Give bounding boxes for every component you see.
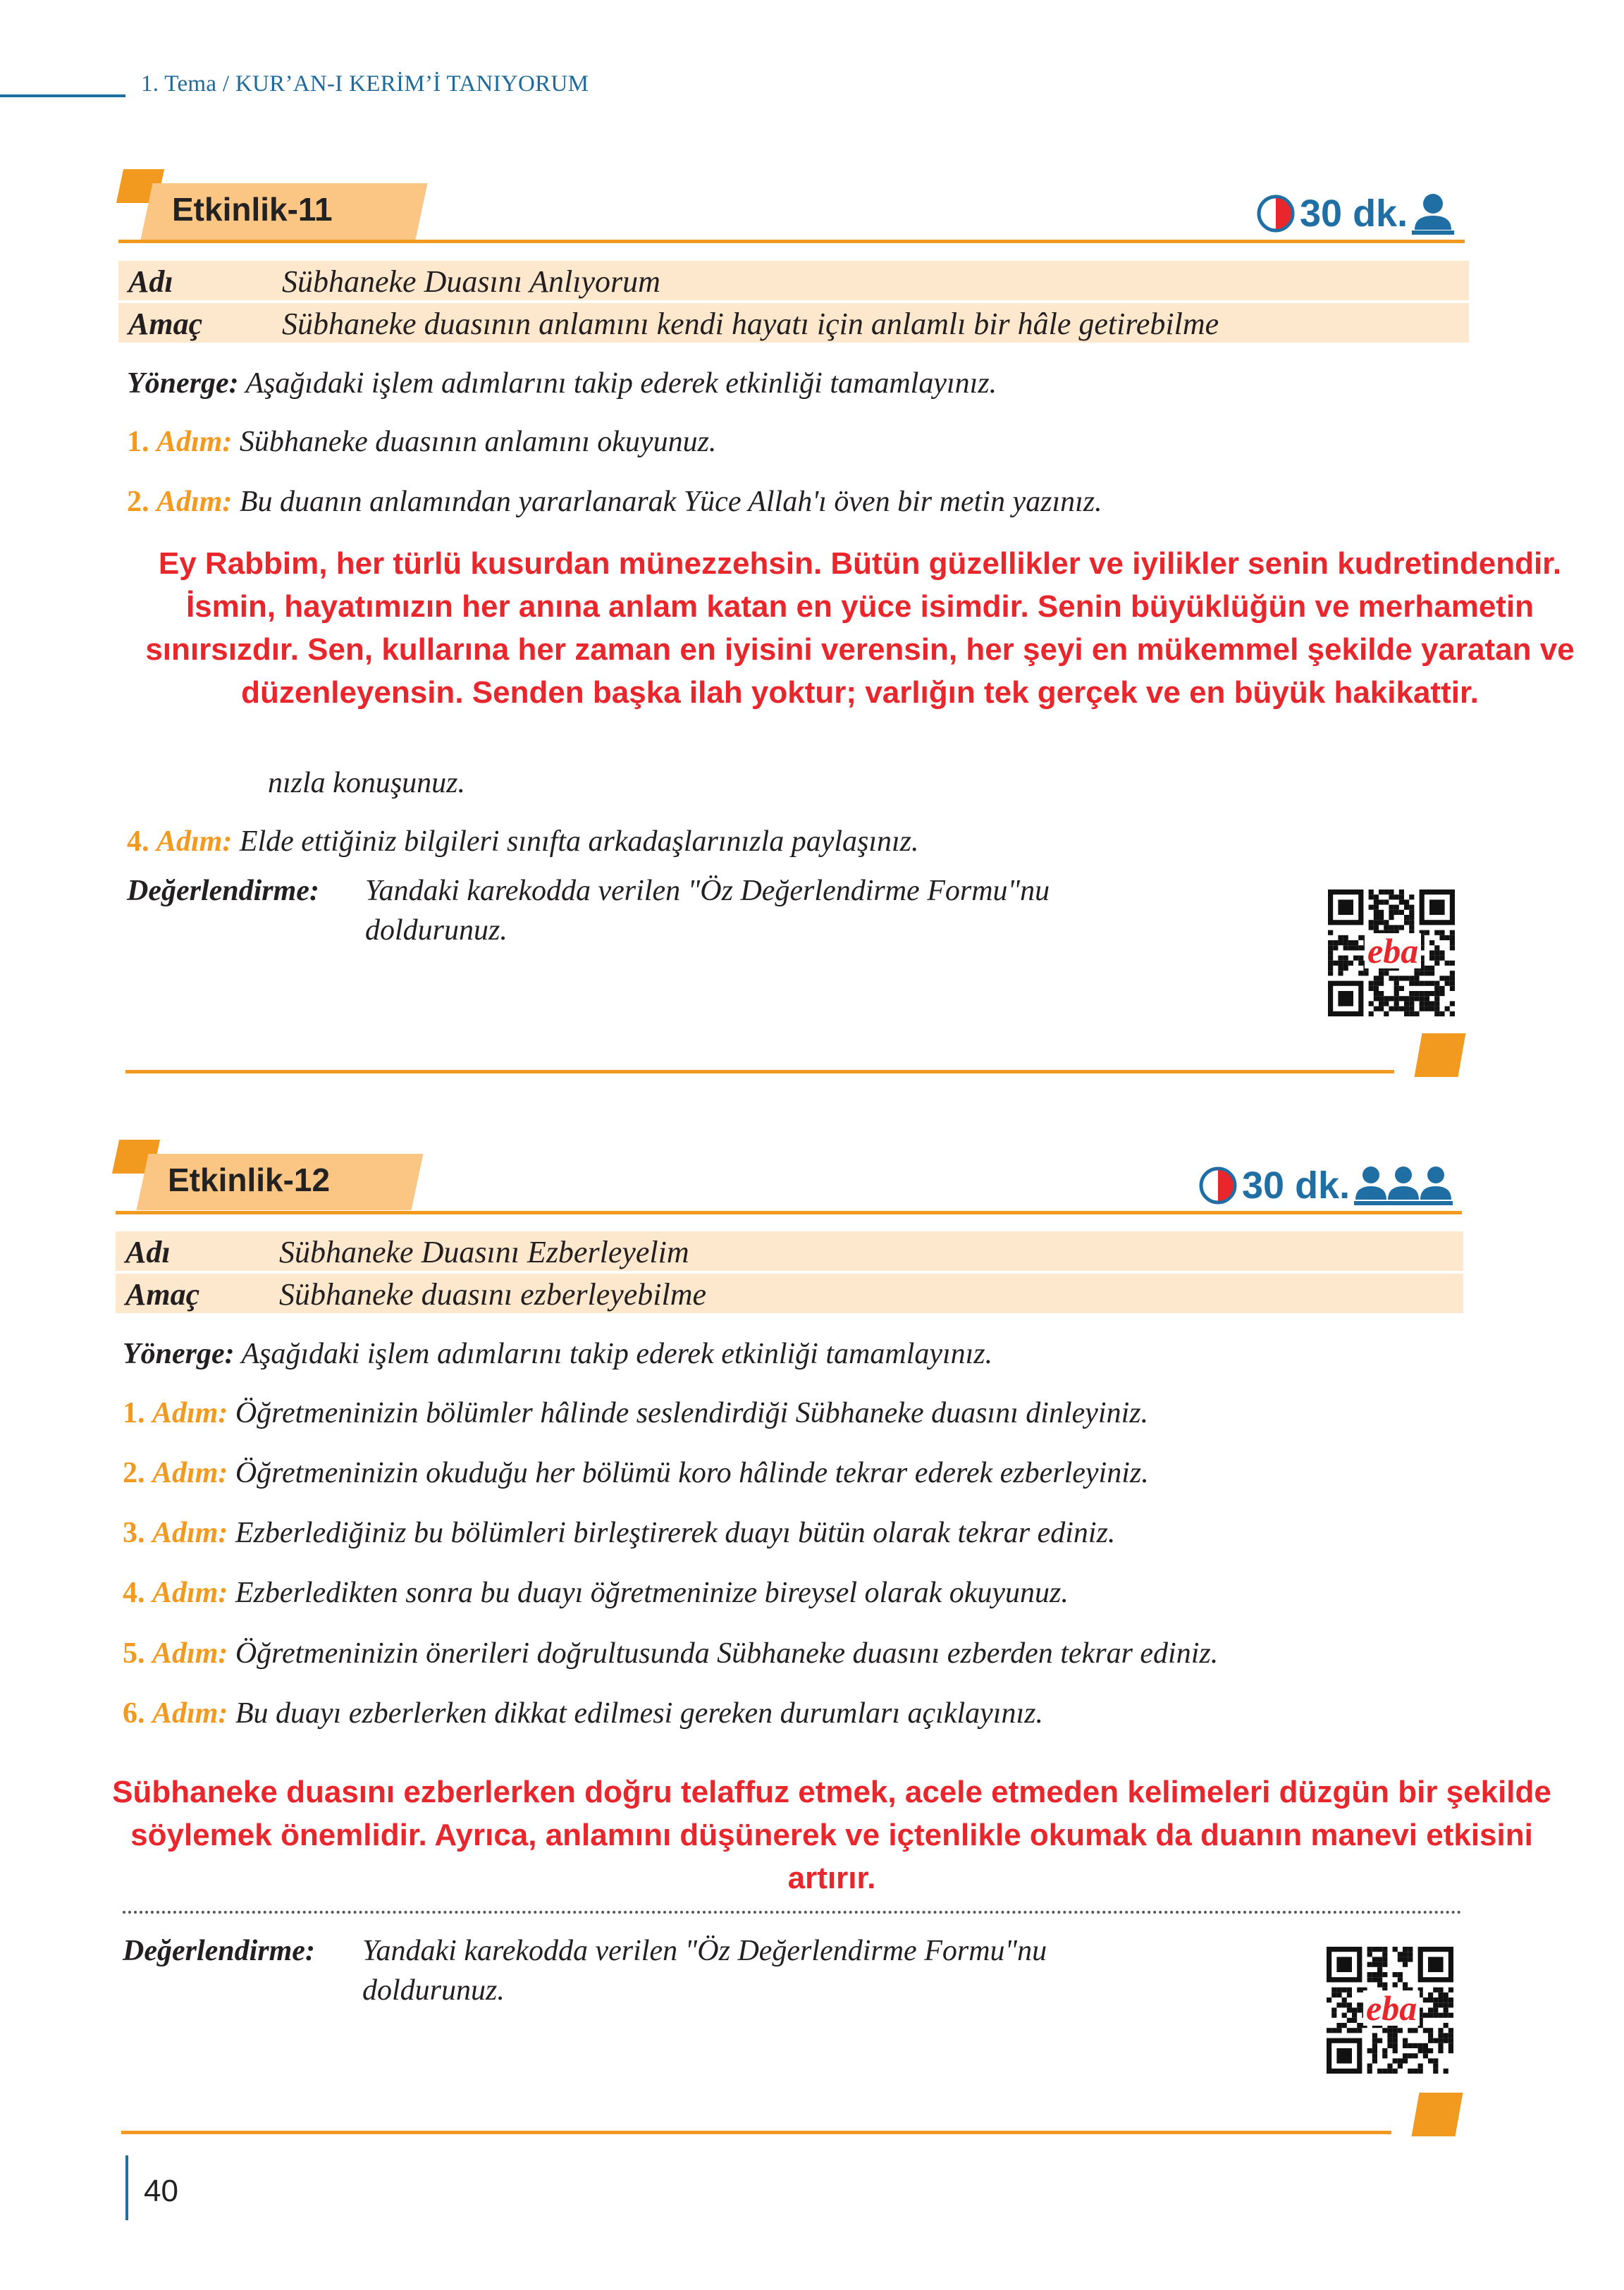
info-row-name [118, 261, 1469, 300]
activity-end-rule [125, 1070, 1394, 1073]
evaluation-text-2: doldurunuz. [362, 1974, 505, 2007]
info-value: Sübhaneke Duasını Ezberleyelim [279, 1235, 689, 1269]
step-2 [127, 485, 1102, 519]
step-text: Ezberledikten sonra bu duayı öğretmeninize bireysel olarak okuyunuz. [228, 1577, 1069, 1609]
instruction-label: Yönerge: [127, 367, 239, 400]
step-number: 5. [123, 1637, 145, 1670]
evaluation [127, 874, 319, 908]
info-value: Sübhaneke duasının anlamını kendi hayatı için anlamlı bir hâle getirebilme [282, 307, 1219, 341]
clock-icon [1198, 1166, 1238, 1205]
info-row-purpose [118, 303, 1469, 343]
qr-code[interactable] [1327, 1947, 1453, 2074]
duration-text: 30 dk. [1242, 1164, 1351, 1207]
info-row-name [116, 1231, 1463, 1271]
step-text: Sübhaneke duasının anlamını okuyunuz. [232, 426, 717, 458]
info-key: Adı [125, 1235, 171, 1269]
step-text: Bu duanın anlamından yararlanarak Yüce Allah'ı öven bir metin yazınız. [232, 486, 1102, 518]
qr-code[interactable] [1328, 889, 1455, 1016]
step-number: 2. [127, 486, 149, 518]
evaluation-label: Değerlendirme: [123, 1935, 315, 1967]
step-label: Adım: [156, 486, 233, 518]
info-key: Amaç [125, 1277, 200, 1312]
header-title: 1. Tema / KUR’AN-I KERİM’İ TANIYORUM [141, 71, 589, 97]
eba-logo: eba [1363, 1990, 1420, 2026]
duration [1256, 192, 1454, 235]
activity-end-marker [1415, 1033, 1466, 1077]
info-value: Sübhaneke Duasını Anlıyorum [282, 264, 660, 299]
step-text: Elde ettiğiniz bilgileri sınıfta arkadaşlarınızla paylaşınız. [232, 825, 919, 858]
step-label: Adım: [152, 1577, 228, 1609]
step-5 [123, 1637, 1218, 1670]
written-answer: Sübhaneke duasını ezberlerken doğru telaffuz etmek, acele etmeden kelimeleri düzgün bir şekilde söylemek önemlidir. Ayrıca, anlamını düşünerek ve içtenlikle okumak da duanın manevi etkisini artırır. [112, 1775, 1551, 1895]
instruction-text: Aşağıdaki işlem adımlarını takip ederek etkinliği tamamlayınız. [238, 367, 997, 400]
step-number: 6. [123, 1697, 145, 1730]
activity-title-rule [118, 240, 1465, 243]
instruction [127, 367, 997, 400]
step-label: Adım: [152, 1637, 228, 1670]
eba-logo: eba [1365, 933, 1421, 968]
step-number: 4. [127, 825, 149, 858]
clock-icon [1256, 194, 1296, 233]
evaluation-text-1: Yandaki karekodda verilen "Öz Değerlendirme Formu"nu [362, 1935, 1047, 1967]
written-answer: Ey Rabbim, her türlü kusurdan münezzehsin. Bütün güzellikler ve iyilikler senin kudretindendir. İsmin, hayatımızın her anına anlam katan en yüce isimdir. Senin büyüklüğün ve merhametin sınırsızdır. Sen, kullarına her zaman en iyisini verensin, her şeyi en mükemmel şekilde yaratan ve düzenleyensin. Senden başka ilah yoktur; varlığın tek gerçek ve en büyük hakikattir. [145, 546, 1575, 710]
group-icon [1354, 1163, 1453, 1208]
step-text: Öğretmeninizin bölümler hâlinde seslendirdiği Sübhaneke duasını dinleyiniz. [228, 1397, 1149, 1429]
info-key: Amaç [128, 307, 203, 341]
step-1 [127, 425, 716, 459]
step-text: Ezberlediğiniz bu bölümleri birleştirerek duayı bütün olarak tekrar ediniz. [228, 1517, 1116, 1549]
single-person-icon [1412, 192, 1454, 235]
step-2 [123, 1456, 1149, 1490]
activity-title: Etkinlik-11 [172, 191, 333, 228]
page-number: 40 [144, 2174, 178, 2208]
step-3 [123, 1516, 1115, 1550]
activity-end-marker [1412, 2093, 1463, 2136]
step-number: 4. [123, 1577, 145, 1609]
step-label: Adım: [152, 1697, 228, 1730]
instruction [123, 1337, 992, 1371]
step-4 [127, 825, 919, 858]
step-text: Bu duayı ezberlerken dikkat edilmesi gereken durumları açıklayınız. [228, 1697, 1043, 1730]
info-row-purpose [116, 1274, 1463, 1313]
step-text: Öğretmeninizin önerileri doğrultusunda Sübhaneke duasını ezberden tekrar ediniz. [228, 1637, 1219, 1670]
step-label: Adım: [152, 1457, 228, 1489]
step-1 [123, 1396, 1148, 1430]
page-number-bar [125, 2155, 128, 2220]
duration [1198, 1163, 1453, 1208]
evaluation-label: Değerlendirme: [127, 875, 319, 907]
instruction-label: Yönerge: [123, 1338, 235, 1370]
info-value: Sübhaneke duasını ezberleyebilme [279, 1277, 707, 1312]
evaluation-text-2: doldurunuz. [365, 914, 508, 947]
step-text: Öğretmeninizin okuduğu her bölümü koro hâlinde tekrar ederek ezberleyiniz. [228, 1457, 1149, 1489]
evaluation [123, 1934, 315, 1968]
partial-step-text: nızla konuşunuz. [268, 767, 466, 799]
step-number: 1. [123, 1397, 145, 1429]
step-4 [123, 1576, 1069, 1610]
header-rule [0, 94, 125, 97]
step-number: 3. [123, 1517, 145, 1549]
step-number: 1. [127, 426, 149, 458]
step-label: Adım: [156, 825, 233, 858]
step-label: Adım: [152, 1397, 228, 1429]
evaluation-text-1: Yandaki karekodda verilen "Öz Değerlendirme Formu"nu [365, 875, 1050, 907]
step-6 [123, 1697, 1043, 1730]
step-label: Adım: [156, 426, 233, 458]
activity-end-rule [121, 2131, 1391, 2134]
step-number: 2. [123, 1457, 145, 1489]
dotted-answer-line [123, 1911, 1462, 1914]
duration-text: 30 dk. [1300, 192, 1408, 235]
step-label: Adım: [152, 1517, 228, 1549]
activity-title-rule [116, 1211, 1462, 1214]
instruction-text: Aşağıdaki işlem adımlarını takip ederek etkinliği tamamlayınız. [234, 1338, 993, 1370]
activity-title: Etkinlik-12 [168, 1162, 331, 1198]
info-key: Adı [128, 264, 173, 299]
